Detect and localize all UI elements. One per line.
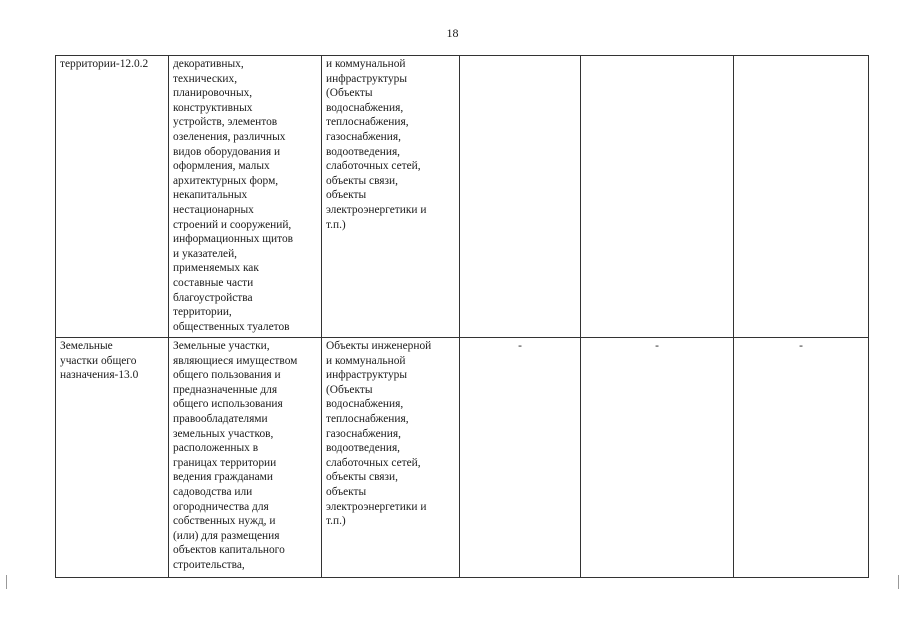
table-cell-parameter-b [581, 56, 734, 338]
page-number: 18 [446, 26, 459, 40]
cell-text-line: строительства, [173, 558, 245, 571]
cell-text-line: расположенных в [173, 442, 259, 455]
cell-text-line: теплоснабжения, [326, 412, 409, 425]
cell-text-line: объектов капитального [173, 544, 285, 557]
cell-text-line: земельных участков, [173, 427, 274, 440]
cell-text-line: предназначенные для [173, 383, 278, 396]
cell-text-line: территории, [173, 306, 232, 319]
cell-text-line: составные части [173, 276, 254, 289]
cell-text-line: и указателей, [173, 247, 238, 260]
cell-text-line: назначения-13.0 [60, 369, 139, 382]
cell-text-line: водоотведения, [326, 145, 401, 158]
cell-text-line: собственных нужд, и [173, 515, 276, 528]
cell-text-line: Земельные [60, 340, 113, 352]
cell-text-line: объекты связи, [326, 471, 398, 484]
cell-text-line: т.п.) [326, 515, 346, 528]
cell-text-line: декоративных, [173, 58, 244, 70]
table-cell-parameter-c [734, 338, 869, 578]
cell-text-line: конструктивных [173, 101, 253, 114]
cell-text-line: правообладателями [173, 412, 268, 425]
cell-text-line: водоснабжения, [326, 398, 404, 411]
cell-text-line: газоснабжения, [326, 427, 401, 440]
table-row [56, 338, 869, 578]
table-cell-parameter-a [460, 338, 581, 578]
cell-text-line: общего использования [173, 398, 283, 411]
table-cell-parameter-c [734, 56, 869, 338]
cell-text-line: Земельные участки, [173, 340, 270, 352]
cell-text-line: (или) для размещения [173, 529, 280, 542]
cell-text-line: слаботочных сетей, [326, 160, 421, 173]
cell-text-line: т.п.) [326, 218, 346, 231]
cell-text-line: некапитальных [173, 189, 248, 202]
cell-text-line: строений и сооружений, [173, 218, 292, 231]
table-cell-description [169, 56, 322, 338]
cell-text-line: электроэнергетики и [326, 500, 427, 513]
table-cell-land-use-type [56, 56, 169, 338]
left-margin-mark [6, 575, 7, 589]
table-row [56, 56, 869, 338]
cell-text-line: видов оборудования и [173, 145, 281, 158]
cell-text-line: участки общего [60, 354, 137, 367]
cell-text-line: технических, [173, 72, 238, 85]
table-cell-permitted-objects [322, 338, 460, 578]
cell-text-line: садоводства или [173, 485, 253, 498]
cell-text-line: и коммунальной [326, 354, 406, 367]
cell-text-line: инфраструктуры [326, 72, 407, 85]
cell-text-line: архитектурных форм, [173, 174, 279, 187]
table-cell-description [169, 338, 322, 578]
cell-text-line: устройств, элементов [173, 116, 278, 129]
cell-text-line: инфраструктуры [326, 369, 407, 382]
cell-text-line: - [518, 340, 522, 352]
cell-text-line: ведения гражданами [173, 471, 273, 484]
right-margin-mark [898, 575, 899, 589]
cell-text-line: и коммунальной [326, 58, 406, 70]
cell-text-line: благоустройства [173, 291, 253, 304]
cell-text-line: общественных туалетов [173, 320, 290, 333]
cell-text-line: объекты связи, [326, 174, 398, 187]
zoning-table [55, 55, 869, 578]
cell-text-line: границах территории [173, 456, 277, 469]
cell-text-line: электроэнергетики и [326, 203, 427, 216]
table-cell-land-use-type [56, 338, 169, 578]
cell-text-line: применяемых как [173, 262, 259, 275]
cell-text-line: общего пользования и [173, 369, 281, 382]
cell-text-line: - [799, 340, 803, 352]
cell-text-line: водоотведения, [326, 442, 401, 455]
cell-text-line: слаботочных сетей, [326, 456, 421, 469]
cell-text-line: оформления, малых [173, 160, 270, 173]
cell-text-line: озеленения, различных [173, 130, 286, 143]
cell-text-line: планировочных, [173, 87, 253, 100]
table-cell-permitted-objects [322, 56, 460, 338]
cell-text-line: (Объекты [326, 87, 373, 100]
cell-text-line: территории-12.0.2 [60, 58, 149, 70]
cell-text-line: нестационарных [173, 203, 254, 216]
cell-text-line: - [655, 340, 659, 352]
cell-text-line: Объекты инженерной [326, 340, 432, 352]
cell-text-line: огородничества для [173, 500, 269, 513]
cell-text-line: информационных щитов [173, 233, 294, 246]
cell-text-line: объекты [326, 189, 367, 202]
cell-text-line: газоснабжения, [326, 130, 401, 143]
cell-text-line: (Объекты [326, 383, 373, 396]
table-cell-parameter-b [581, 338, 734, 578]
cell-text-line: объекты [326, 485, 367, 498]
cell-text-line: водоснабжения, [326, 101, 404, 114]
cell-text-line: являющиеся имуществом [173, 354, 298, 367]
table-cell-parameter-a [460, 56, 581, 338]
cell-text-line: теплоснабжения, [326, 116, 409, 129]
